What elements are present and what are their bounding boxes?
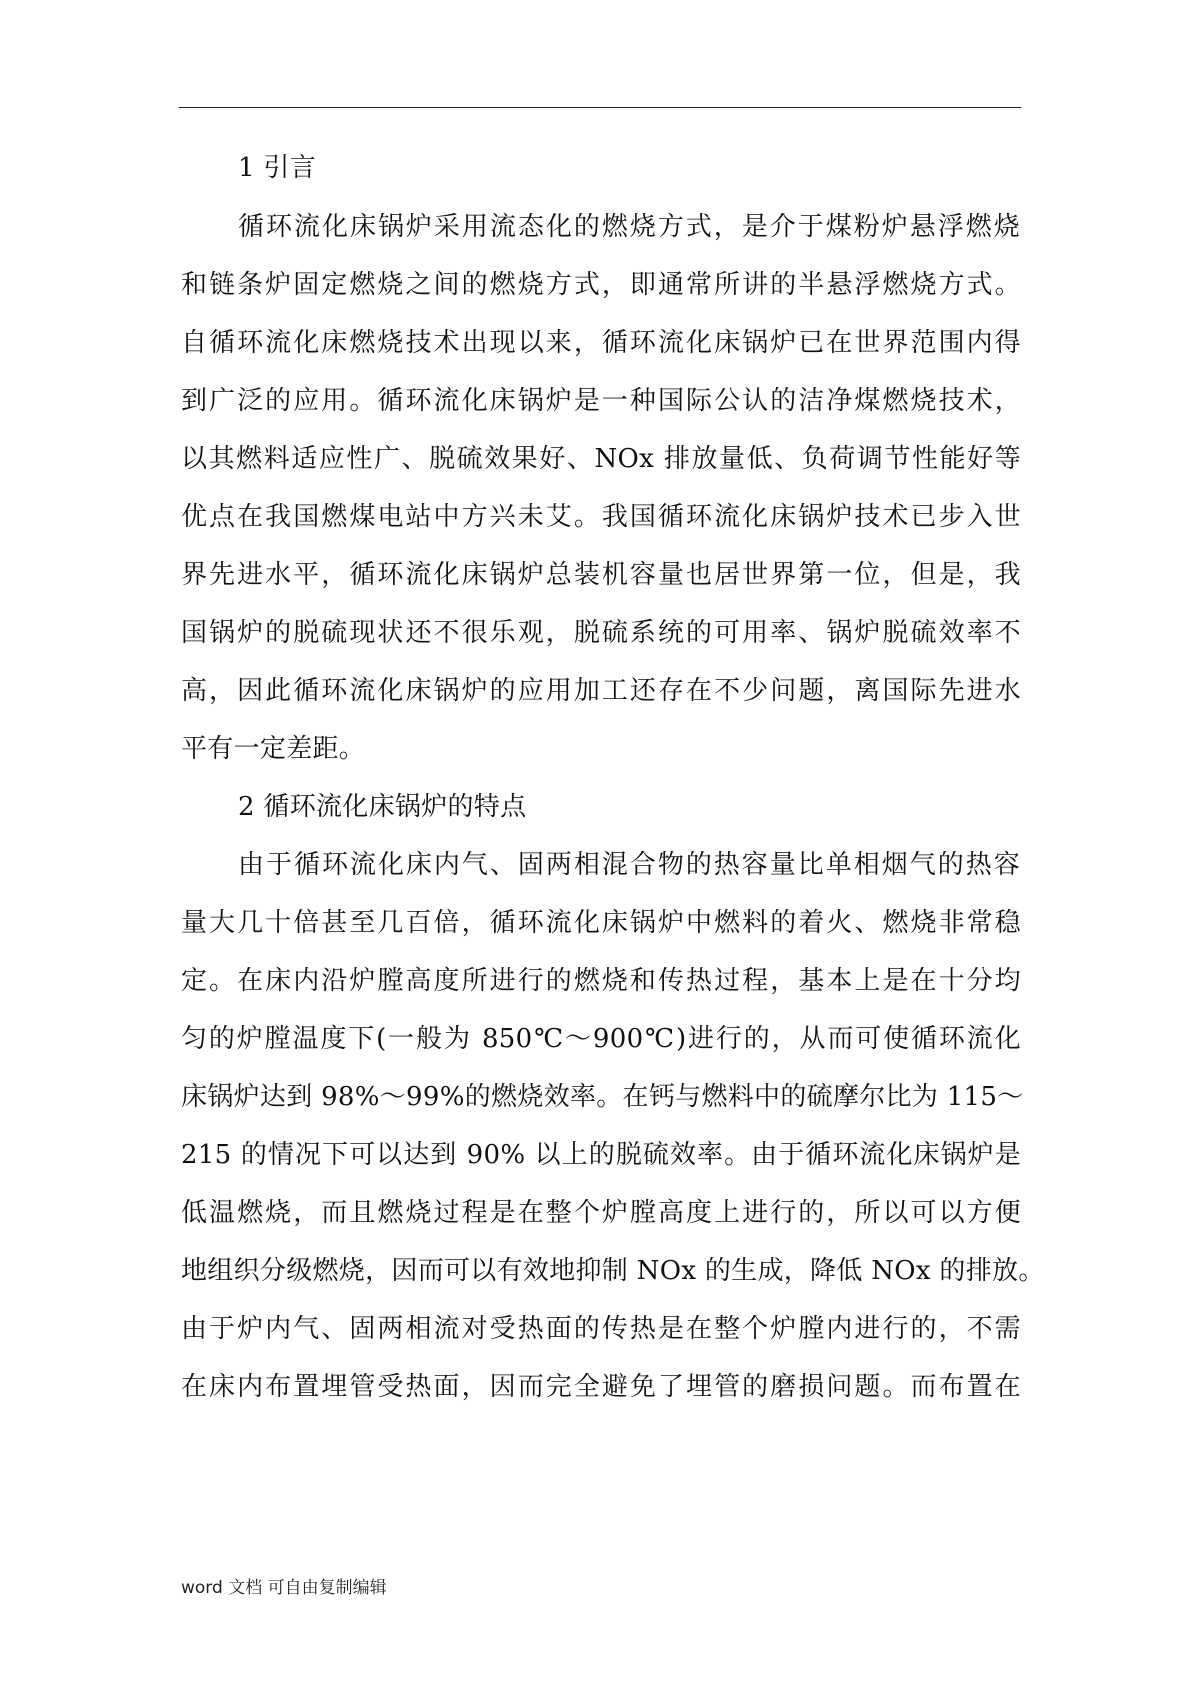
paragraph-line: 床锅炉达到 98%～99%的燃烧效率。在钙与燃料中的硫摩尔比为 115～ (181, 1082, 1024, 1112)
paragraph-line: 自循环流化床燃烧技术出现以来，循环流化床锅炉已在世界范围内得 (181, 328, 1021, 358)
paragraph-line: 到广泛的应用。循环流化床锅炉是一种国际公认的洁净煤燃烧技术， (181, 386, 1021, 416)
paragraph-line: 高，因此循环流化床锅炉的应用加工还存在不少问题，离国际先进水 (181, 676, 1021, 706)
paragraph-line: 循环流化床锅炉采用流态化的燃烧方式，是介于煤粉炉悬浮燃烧 (238, 212, 1020, 242)
paragraph-line: 以其燃料适应性广、脱硫效果好、NOx 排放量低、负荷调节性能好等 (181, 444, 1021, 474)
paragraph-line: 由于炉内气、固两相流对受热面的传热是在整个炉膛内进行的，不需 (181, 1314, 1021, 1344)
paragraph-line: 低温燃烧，而且燃烧过程是在整个炉膛高度上进行的，所以可以方便 (181, 1198, 1021, 1228)
paragraph-line: 国锅炉的脱硫现状还不很乐观，脱硫系统的可用率、锅炉脱硫效率不 (181, 618, 1021, 648)
paragraph-line: 由于循环流化床内气、固两相混合物的热容量比单相烟气的热容 (238, 850, 1020, 880)
paragraph-line: 地组织分级燃烧，因而可以有效地抑制 NOx 的生成，降低 NOx 的排放。 (181, 1256, 1045, 1286)
paragraph-line: 优点在我国燃煤电站中方兴未艾。我国循环流化床锅炉技术已步入世 (181, 502, 1021, 532)
section-heading-features: 2 循环流化床锅炉的特点 (238, 792, 527, 822)
paragraph-line: 界先进水平，循环流化床锅炉总装机容量也居世界第一位，但是，我 (181, 560, 1021, 590)
paragraph-line: 和链条炉固定燃烧之间的燃烧方式，即通常所讲的半悬浮燃烧方式。 (181, 270, 1021, 300)
footer-note: word 文档 可自由复制编辑 (181, 1578, 387, 1598)
paragraph-line: 在床内布置埋管受热面，因而完全避免了埋管的磨损问题。而布置在 (181, 1372, 1021, 1402)
paragraph-line: 定。在床内沿炉膛高度所进行的燃烧和传热过程，基本上是在十分均 (181, 966, 1021, 996)
paragraph-line: 平有一定差距。 (181, 734, 366, 764)
paragraph-line: 匀的炉膛温度下(一般为 850℃～900℃)进行的，从而可使循环流化 (181, 1024, 1021, 1054)
paragraph-line: 量大几十倍甚至几百倍，循环流化床锅炉中燃料的着火、燃烧非常稳 (181, 908, 1021, 938)
paragraph-line: 215 的情况下可以达到 90% 以上的脱硫效率。由于循环流化床锅炉是 (181, 1140, 1021, 1170)
section-heading-introduction: 1 引言 (238, 153, 317, 183)
header-rule (179, 107, 1021, 108)
